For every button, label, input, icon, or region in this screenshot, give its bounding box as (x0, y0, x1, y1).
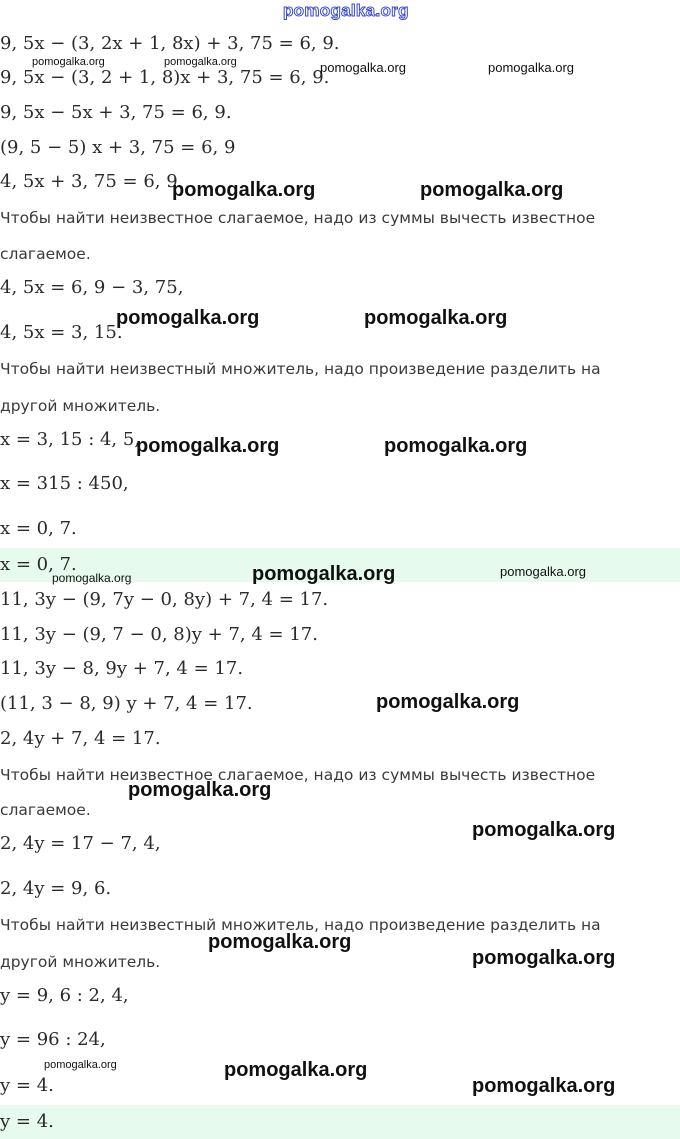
watermark-small: pomogalka.org (32, 56, 105, 68)
watermark-small: pomogalka.org (52, 571, 132, 585)
watermark: pomogalka.org (224, 1059, 368, 1081)
watermark: pomogalka.org (384, 435, 528, 457)
watermark: pomogalka.org (420, 179, 564, 201)
p2-rule-addend-line-2: слагаемое. (0, 801, 91, 819)
p2-step-c: y = 9, 6 : 2, 4, (0, 985, 129, 1006)
watermark: pomogalka.org (376, 691, 520, 713)
p2-step-b: 2, 4y = 9, 6. (0, 878, 112, 899)
watermark: pomogalka.org (208, 931, 352, 953)
p1-line-1: 9, 5x − (3, 2x + 1, 8x) + 3, 75 = 6, 9. (0, 33, 340, 54)
p2-rule-factor-line-2: другой множитель. (0, 953, 161, 971)
p1-line-5: 4, 5x + 3, 75 = 6, 9 (0, 171, 178, 192)
watermark: pomogalka.org (252, 563, 396, 585)
answer-highlight-1 (0, 548, 680, 582)
p1-step-b: 4, 5x = 3, 15. (0, 322, 123, 343)
p2-line-2: 11, 3y − (9, 7 − 0, 8)y + 7, 4 = 17. (0, 624, 318, 645)
watermark-small: pomogalka.org (488, 60, 574, 75)
watermark: pomogalka.org (172, 179, 316, 201)
p1-step-e: x = 0, 7. (0, 518, 77, 539)
p1-step-c: x = 3, 15 : 4, 5, (0, 429, 141, 450)
watermark: pomogalka.org (128, 779, 272, 801)
watermark: pomogalka.org (116, 307, 260, 329)
p2-line-3: 11, 3y − 8, 9y + 7, 4 = 17. (0, 658, 244, 679)
watermark: pomogalka.org (472, 819, 616, 841)
header-watermark: pomogalka.org (283, 1, 409, 20)
p2-step-a: 2, 4y = 17 − 7, 4, (0, 833, 161, 854)
p1-line-3: 9, 5x − 5x + 3, 75 = 6, 9. (0, 102, 232, 123)
watermark-small: pomogalka.org (500, 564, 586, 579)
watermark-small: pomogalka.org (320, 60, 406, 75)
p1-rule-factor-line-2: другой множитель. (0, 397, 161, 415)
p1-rule-factor-line-1: Чтобы найти неизвестный множитель, надо произведение разделить на (0, 360, 601, 378)
p1-step-a: 4, 5x = 6, 9 − 3, 75, (0, 277, 184, 298)
p1-rule-addend-line-1: Чтобы найти неизвестное слагаемое, надо из суммы вычесть известное (0, 209, 596, 227)
p2-rule-factor-line-1: Чтобы найти неизвестный множитель, надо произведение разделить на (0, 916, 601, 934)
watermark: pomogalka.org (364, 307, 508, 329)
watermark: pomogalka.org (472, 947, 616, 969)
p2-line-5: 2, 4y + 7, 4 = 17. (0, 728, 161, 749)
p1-answer: x = 0, 7. (0, 554, 77, 575)
p1-line-2: 9, 5x − (3, 2 + 1, 8)x + 3, 75 = 6, 9. (0, 67, 330, 88)
p2-step-e: y = 4. (0, 1075, 54, 1096)
p2-rule-addend-line-1: Чтобы найти неизвестное слагаемое, надо из суммы вычесть известное (0, 766, 596, 784)
p1-step-d: x = 315 : 450, (0, 473, 129, 494)
watermark: pomogalka.org (472, 1075, 616, 1097)
watermark-small: pomogalka.org (164, 56, 237, 68)
p2-line-1: 11, 3y − (9, 7y − 0, 8y) + 7, 4 = 17. (0, 589, 329, 610)
p1-line-4: (9, 5 − 5) x + 3, 75 = 6, 9 (0, 137, 236, 158)
watermark-small: pomogalka.org (44, 1059, 117, 1071)
answer-highlight-2 (0, 1105, 680, 1139)
p1-rule-addend-line-2: слагаемое. (0, 245, 91, 263)
p2-line-4: (11, 3 − 8, 9) y + 7, 4 = 17. (0, 693, 253, 714)
p2-answer: y = 4. (0, 1111, 54, 1132)
watermark: pomogalka.org (136, 435, 280, 457)
p2-step-d: y = 96 : 24, (0, 1029, 106, 1050)
